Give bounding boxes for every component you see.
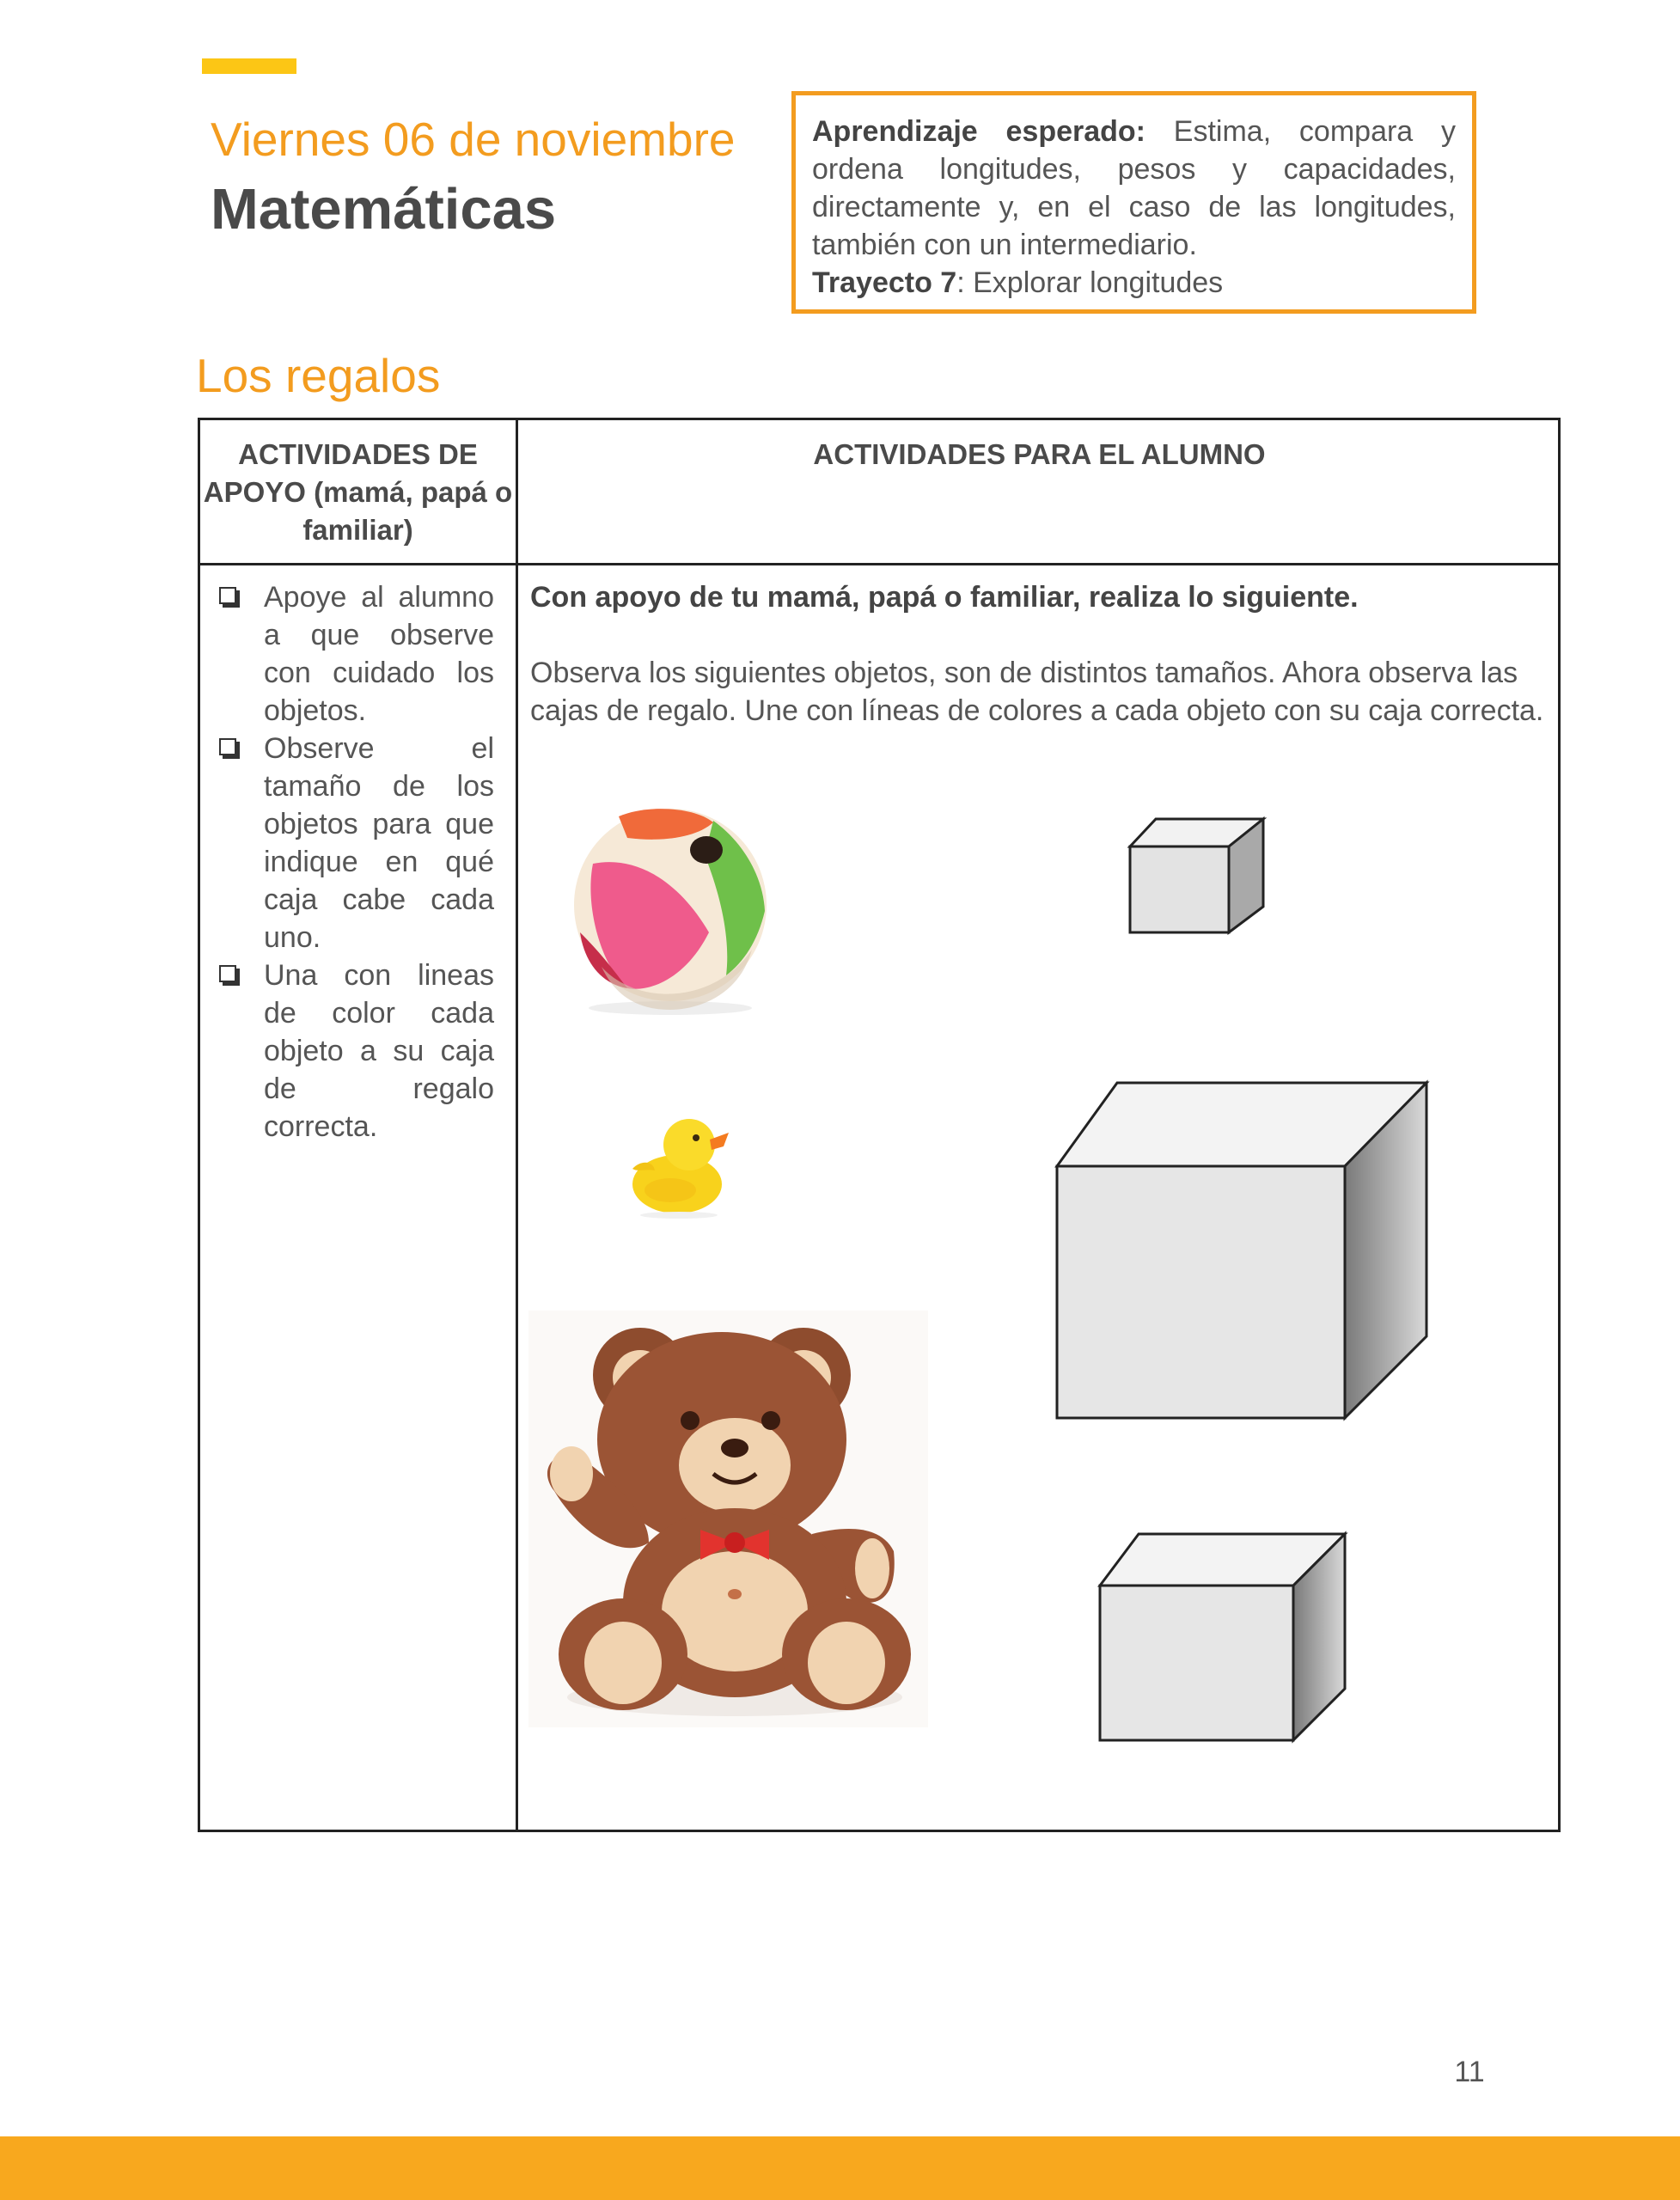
support-column-header: ACTIVIDADES DE APOYO (mamá, papá o familiar) xyxy=(203,438,513,546)
section-title: Los regalos xyxy=(196,349,441,402)
learning-box xyxy=(791,91,1476,314)
table-column-divider xyxy=(516,420,518,1830)
list-item: Observe el tamaño de los objetos para que indique en qué caja cabe cada uno. xyxy=(219,730,494,956)
list-item: Una con lineas de color cada objeto a su caja de regalo correcta. xyxy=(219,956,494,1146)
instruction-text: Observa los siguientes objetos, son de distintos tamaños. Ahora observa las cajas de regalo. Une con líneas de colores a cada objeto con su caja correcta. xyxy=(530,657,1544,727)
trayecto-description: : Explorar longitudes xyxy=(956,266,1224,299)
medium-box-icon xyxy=(1096,1530,1349,1745)
lesson-date: Viernes 06 de noviembre xyxy=(211,113,736,166)
ball-icon xyxy=(567,804,773,1018)
checkbox-bullet-icon xyxy=(219,965,236,982)
trayecto-label: Trayecto 7 xyxy=(812,266,957,299)
footer-bar xyxy=(0,2136,1680,2200)
large-box-icon xyxy=(1053,1079,1431,1422)
learning-label: Aprendizaje esperado: xyxy=(812,115,1145,148)
subject-title: Matemáticas xyxy=(211,177,557,241)
table-header-divider xyxy=(200,563,1558,565)
learning-description: Estima, compara y ordena longitudes, pesos y capacidades, directamente y, en el caso de las longitudes, también con un intermediario. xyxy=(812,115,1456,261)
student-column-header: ACTIVIDADES PARA EL ALUMNO xyxy=(813,438,1266,470)
trayecto-text xyxy=(812,264,1456,302)
header-accent-bar xyxy=(202,58,296,74)
instruction-bold: Con apoyo de tu mamá, papá o familiar, realiza lo siguiente. xyxy=(530,581,1359,614)
list-item: Apoye al alumno a que observe con cuidado los objetos. xyxy=(219,578,494,730)
small-box-icon xyxy=(1126,812,1268,937)
checkbox-bullet-icon xyxy=(219,587,236,604)
student-instructions xyxy=(530,578,1544,730)
teddy-bear-icon xyxy=(528,1311,928,1727)
duck-icon xyxy=(627,1109,730,1220)
support-list xyxy=(219,578,494,1146)
checkbox-bullet-icon xyxy=(219,738,236,755)
learning-text xyxy=(812,113,1456,264)
page-number: 11 xyxy=(1454,2056,1485,2088)
